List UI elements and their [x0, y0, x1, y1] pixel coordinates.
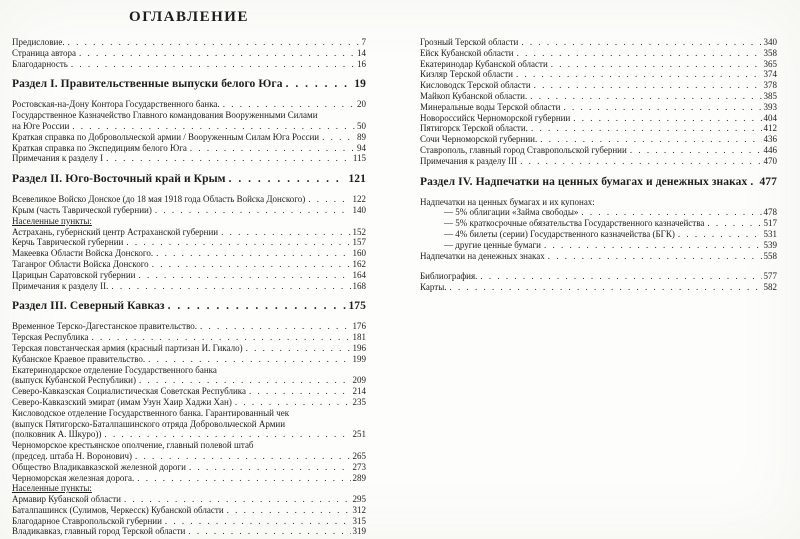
toc-entry-page: 273	[352, 461, 366, 472]
toc-entry	[12, 121, 366, 132]
toc-entry-page: 152	[352, 226, 366, 237]
toc-entry-text: на Юге России	[12, 120, 70, 131]
toc-entry-text: Терская повстанческая армия (красный партизан И. Гикало)	[12, 342, 243, 353]
toc-entry-text: Раздел II. Юго-Восточный край и Крым	[12, 173, 226, 186]
toc-entry-text: Минеральные воды Терской области	[420, 101, 561, 112]
dot-leader	[76, 48, 355, 59]
dot-leader	[528, 123, 762, 134]
toc-entry-page: 531	[763, 228, 777, 239]
toc-section-heading	[12, 77, 366, 91]
toc-entry-page: 312	[352, 504, 366, 515]
toc-entry-page: 374	[763, 69, 777, 80]
dot-leader	[224, 505, 351, 516]
dot-leader	[319, 132, 355, 143]
toc-entry-text: Карты.	[420, 282, 447, 293]
toc-entry-text: Временное Терско-Дагестанское правительство.	[12, 321, 198, 332]
dot-leader	[69, 121, 355, 132]
toc-entry-page: 121	[348, 173, 366, 186]
toc-entry-text: Владикавказ, главный город Терской области	[12, 526, 186, 537]
dot-leader	[162, 516, 351, 527]
toc-entry	[12, 386, 366, 397]
toc-entry-text: Надпечатки на ценных бумагах и их купонах:	[420, 196, 595, 207]
toc-entry	[420, 59, 777, 70]
dot-leader	[65, 37, 360, 48]
toc-entry	[420, 240, 777, 251]
toc-entry	[420, 207, 777, 218]
toc-entry-text: Благодарность	[12, 58, 68, 69]
toc-entry-text: Краткая справка по Добровольческой армии / Вооруженным Силам Юга России	[12, 131, 320, 142]
toc-entry-text: Раздел I. Правительственные выпуски белого Юга	[12, 78, 283, 91]
toc-entry-page: 412	[763, 123, 777, 134]
toc-entry-text: Ейск Кубанской области	[420, 47, 514, 58]
toc-entry-text: Кубанское Краевое правительство.	[12, 353, 146, 364]
toc-entry-text: Благодарное Ставропольской губернии	[12, 515, 162, 526]
toc-entry	[420, 37, 777, 48]
dot-leader	[527, 91, 761, 102]
toc-entry	[420, 80, 777, 91]
dot-leader	[165, 299, 347, 313]
toc-entry	[12, 281, 366, 292]
toc-entry-text: Раздел III. Северный Кавказ	[12, 300, 165, 313]
dot-leader	[220, 99, 355, 110]
toc-entry-page: 7	[361, 37, 366, 47]
toc-entry-page: 365	[763, 58, 777, 69]
toc-entry	[420, 48, 777, 59]
dot-leader	[560, 102, 761, 113]
toc-right-rows	[420, 37, 777, 293]
dot-leader	[218, 227, 350, 238]
toc-entry-text: Кизляр Терской области	[420, 69, 513, 80]
toc-entry-page: 160	[352, 248, 366, 259]
dot-leader	[447, 282, 762, 293]
toc-entry	[420, 229, 777, 240]
dot-leader	[132, 451, 350, 462]
column-gap	[420, 261, 777, 271]
toc-entry-text: Таганрог Области Войска Донского	[12, 258, 149, 269]
toc-entry	[420, 102, 777, 113]
toc-entry	[12, 429, 366, 440]
toc-entry-text: Примечания к разделу III	[420, 155, 518, 166]
toc-entry	[12, 110, 366, 121]
dot-leader	[537, 134, 761, 145]
toc-left-column	[12, 8, 366, 537]
toc-entry-text: Пятигорск Терской области.	[420, 123, 528, 134]
toc-entry-page: 176	[352, 321, 366, 332]
toc-entry-text: Ростовская-на-Дону Контора Государственного банка.	[12, 99, 220, 110]
toc-entry-text: Всевеликое Войско Донское (до 18 мая 1918 года Область Войска Донского)	[12, 194, 306, 205]
toc-entry-text: Екатеринодар Кубанской области	[420, 58, 548, 69]
dot-leader	[226, 172, 347, 186]
toc-entry-page: 140	[352, 204, 366, 215]
toc-entry-text: Северо-Кавказская Социалистическая Советская Республика	[12, 386, 246, 397]
toc-entry-page: 199	[352, 353, 366, 364]
toc-entry-text: Населенные пункты:	[12, 215, 92, 226]
toc-entry-page: 358	[763, 47, 777, 58]
toc-entry-text: Государственное Казначейство Главного командования Вооруженными Силами	[12, 110, 318, 121]
toc-entry	[12, 237, 366, 248]
dot-leader	[68, 59, 355, 70]
toc-entry-text: Астрахань, губернский центр Астраханской губернии	[12, 226, 219, 237]
toc-entry	[12, 451, 366, 462]
toc-entry-page: 209	[352, 375, 366, 386]
toc-entry-text: Кисловодск Терской области	[420, 80, 531, 91]
toc-entry	[420, 145, 777, 156]
toc-entry	[12, 494, 366, 505]
toc-entry-text: (выпуск Пятигорско-Баталпашинского отряда Добровольческой Армии	[12, 418, 286, 429]
dot-leader	[477, 271, 761, 282]
toc-entry-text: Предисловие.	[12, 37, 65, 47]
toc-entry-text: Крым (часть Таврической губернии)	[12, 204, 152, 215]
toc-entry-page: 393	[763, 101, 777, 112]
toc-entry-page: 251	[352, 429, 366, 440]
toc-entry	[420, 197, 777, 208]
toc-entry	[12, 153, 366, 164]
toc-entry-page: 470	[763, 155, 777, 166]
toc-section-heading	[12, 172, 366, 186]
toc-entry	[12, 59, 366, 70]
toc-entry-text: Черноморская железная дорога.	[12, 472, 135, 483]
toc-entry-text: Новороссийск Черноморской губернии	[420, 112, 571, 123]
toc-entry-page: 168	[352, 280, 366, 291]
toc-entry	[420, 134, 777, 145]
toc-entry-text: (полковник А. Шкуро))	[12, 429, 102, 440]
toc-right-column	[420, 37, 777, 293]
dot-leader	[153, 248, 350, 259]
toc-entry-page: 214	[352, 386, 366, 397]
toc-entry	[12, 375, 366, 386]
toc-entry-page: 477	[759, 175, 777, 188]
dot-leader	[548, 59, 762, 70]
toc-entry-text: Северо-Кавказский эмират (имам Узун Хаир Хаджи Хан)	[12, 396, 232, 407]
dot-leader	[88, 332, 350, 343]
toc-entry-page: 122	[352, 194, 366, 205]
toc-entry	[12, 343, 366, 354]
dot-leader	[305, 194, 350, 205]
toc-entry-text: — другие ценные бумаги	[444, 239, 541, 250]
page-title: ОГЛАВЛЕНИЕ	[129, 9, 249, 25]
toc-entry	[420, 156, 777, 167]
toc-left-rows	[12, 37, 366, 537]
toc-entry	[12, 526, 366, 537]
toc-entry	[12, 132, 366, 143]
dot-leader	[541, 240, 762, 251]
toc-entry-text: Раздел IV. Надпечатки на ценных бумагах и денежных знаках	[420, 175, 748, 188]
dot-leader	[121, 494, 351, 505]
toc-entry-text: Баталпашинск (Сулимов, Черкесск) Кубанской области	[12, 504, 224, 515]
toc-entry	[12, 419, 366, 430]
toc-entry	[12, 516, 366, 527]
toc-entry	[12, 354, 366, 365]
toc-entry-page: 577	[763, 271, 777, 282]
toc-group-label	[12, 483, 366, 494]
toc-entry	[12, 143, 366, 154]
toc-entry-page: 340	[763, 37, 777, 47]
toc-entry-text: — 5% облигации «Займа свободы»	[444, 207, 579, 218]
toc-entry-page: 517	[763, 218, 777, 229]
toc-entry-page: 164	[352, 269, 366, 280]
toc-entry-text: Общество Владикавказской железной дороги	[12, 461, 186, 472]
toc-entry-page: 196	[352, 342, 366, 353]
dot-leader	[152, 205, 351, 216]
dot-leader	[514, 48, 762, 59]
toc-entry-page: 404	[763, 112, 777, 123]
toc-entry-page: 446	[763, 144, 777, 155]
toc-entry	[12, 270, 366, 281]
toc-entry-page: 19	[354, 78, 366, 91]
toc-entry-page: 50	[357, 120, 366, 131]
toc-entry	[12, 365, 366, 376]
toc-entry-page: 295	[352, 494, 366, 505]
toc-entry-page: 115	[352, 153, 366, 164]
toc-entry	[12, 205, 366, 216]
toc-entry-page: 89	[357, 131, 366, 142]
toc-entry-text: Страница автора	[12, 47, 76, 58]
dot-leader	[185, 526, 350, 537]
toc-entry-text: Терская Республика	[12, 332, 89, 343]
toc-entry	[12, 99, 366, 110]
toc-entry-text: Примечания к разделу I	[12, 153, 104, 164]
dot-leader	[246, 386, 351, 397]
toc-entry-text: Ставрополь, главный город Ставропольской губернии	[420, 144, 627, 155]
dot-leader	[197, 321, 350, 332]
toc-entry	[420, 282, 777, 293]
dot-leader	[108, 281, 350, 292]
dot-leader	[545, 251, 762, 262]
toc-entry-page: 319	[352, 526, 366, 537]
toc-entry-text: Библиография.	[420, 271, 478, 282]
toc-entry-page: 265	[352, 450, 366, 461]
dot-leader	[186, 462, 351, 473]
toc-entry-text: (председ. штаба Н. Воронович)	[12, 450, 133, 461]
toc-entry	[420, 271, 777, 282]
toc-entry-page: 478	[763, 207, 777, 218]
toc-entry	[12, 462, 366, 473]
dot-leader	[149, 259, 351, 270]
toc-entry-page: 385	[763, 90, 777, 101]
toc-entry	[12, 194, 366, 205]
toc-entry	[12, 505, 366, 516]
toc-entry-page: 558	[763, 250, 777, 261]
toc-entry	[420, 113, 777, 124]
toc-entry-page: 436	[763, 134, 777, 145]
dot-leader	[136, 375, 351, 386]
toc-entry	[12, 473, 366, 484]
toc-entry-text: Краткая справка по Экспедициям белого Юга	[12, 142, 187, 153]
toc-entry-text: — 5% краткосрочные обязательства Государственного казначейства	[444, 218, 705, 229]
toc-entry-text: (выпуск Кубанской Республики)	[12, 375, 136, 386]
toc-entry-text: Грозный Терской области	[420, 37, 519, 47]
toc-entry-text: Керчь Таврической губернии	[12, 237, 124, 248]
dot-leader	[704, 218, 761, 229]
dot-leader	[283, 77, 353, 91]
toc-entry	[12, 397, 366, 408]
toc-entry	[12, 248, 366, 259]
toc-section-heading	[420, 175, 777, 189]
dot-leader	[513, 69, 762, 80]
dot-leader	[531, 80, 762, 91]
dot-leader	[232, 397, 351, 408]
dot-leader	[627, 145, 762, 156]
toc-entry-text: Сочи Черноморской губернии.	[420, 134, 538, 145]
dot-leader	[578, 207, 761, 218]
toc-entry-page: 582	[763, 282, 777, 293]
toc-entry-page: 157	[352, 237, 366, 248]
dot-leader	[101, 429, 350, 440]
toc-entry	[12, 440, 366, 451]
dot-leader	[187, 143, 355, 154]
toc-entry-text: Надпечатки на денежных знаках	[420, 250, 545, 261]
dot-leader	[518, 37, 761, 48]
toc-entry-page: 378	[763, 80, 777, 91]
dot-leader	[517, 156, 761, 167]
toc-entry	[12, 227, 366, 238]
toc-section-heading	[12, 299, 366, 313]
toc-entry	[12, 332, 366, 343]
toc-entry	[12, 48, 366, 59]
dot-leader	[123, 237, 350, 248]
dot-leader	[747, 175, 757, 189]
toc-entry	[420, 218, 777, 229]
toc-entry-text: Макеевка Области Войска Донского.	[12, 248, 154, 259]
toc-entry	[12, 321, 366, 332]
dot-leader	[243, 343, 351, 354]
toc-entry-page: 16	[357, 58, 366, 69]
dot-leader	[135, 270, 350, 281]
toc-entry-text: Населенные пункты:	[12, 483, 92, 494]
toc-entry	[420, 123, 777, 134]
toc-entry-page: 20	[357, 99, 366, 110]
toc-entry-text: — 4% билеты (серии) Государственного казначейства (БГК)	[444, 228, 675, 239]
toc-entry	[420, 69, 777, 80]
toc-entry-text: Черноморское крестьянское ополчение, главный полевой штаб	[12, 440, 254, 451]
dot-leader	[103, 153, 351, 164]
toc-entry-page: 181	[352, 332, 366, 343]
toc-entry-text: Примечания к разделу II.	[12, 280, 109, 291]
dot-leader	[145, 354, 350, 365]
toc-entry-page: 315	[352, 515, 366, 526]
toc-entry-page: 539	[763, 239, 777, 250]
toc-entry	[12, 408, 366, 419]
toc-group-label	[12, 216, 366, 227]
toc-entry-text: Майкоп Кубанской области.	[420, 90, 528, 101]
toc-entry-page: 94	[357, 142, 366, 153]
toc-entry-text: Армавир Кубанской области	[12, 494, 121, 505]
toc-entry-page: 162	[352, 258, 366, 269]
dot-leader	[134, 473, 350, 484]
toc-entry	[420, 251, 777, 262]
toc-entry-text: Кисловодское отделение Государственного банка. Гарантированный чек	[12, 407, 290, 418]
toc-entry-page: 235	[352, 396, 366, 407]
toc-entry-text: Екатеринодарское отделение Государственного банка	[12, 364, 217, 375]
toc-entry	[12, 259, 366, 270]
dot-leader	[570, 113, 761, 124]
toc-entry-page: 175	[348, 300, 366, 313]
dot-leader	[675, 229, 762, 240]
toc-entry-page: 289	[352, 472, 366, 483]
toc-entry	[12, 37, 366, 48]
toc-entry	[420, 91, 777, 102]
toc-entry-page: 14	[357, 47, 366, 58]
toc-entry-text: Царицын Саратовской губернии	[12, 269, 136, 280]
